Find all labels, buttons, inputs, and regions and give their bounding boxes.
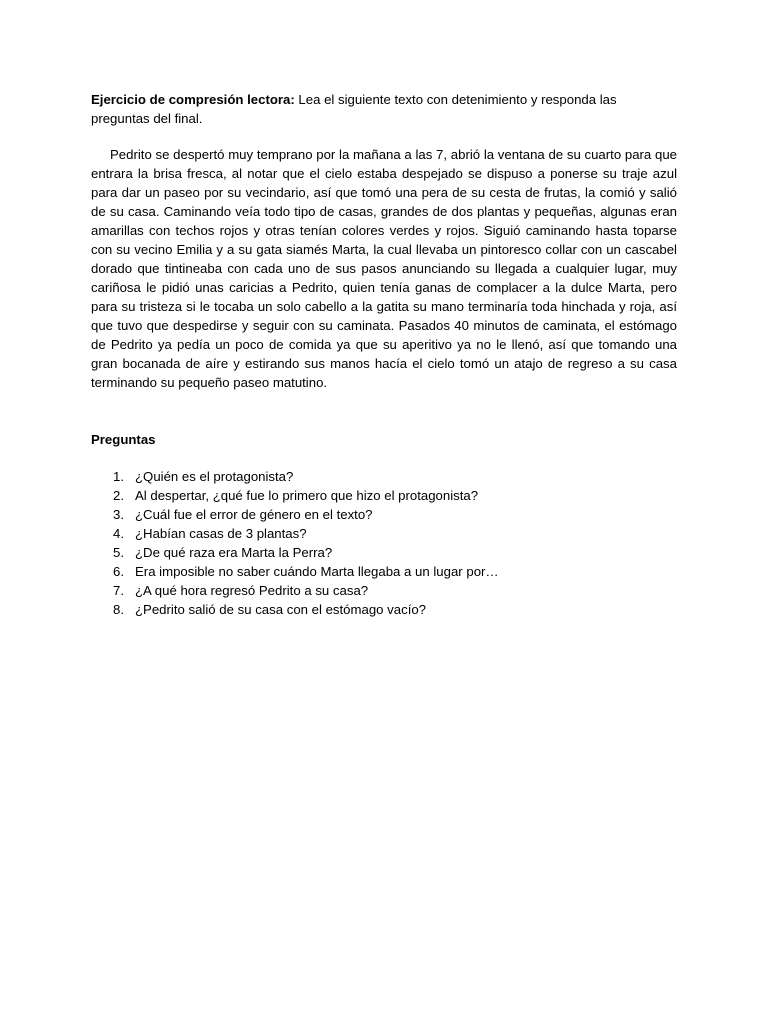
question-number: 4. bbox=[113, 526, 124, 541]
question-text: ¿Habían casas de 3 plantas? bbox=[135, 526, 307, 541]
document-page bbox=[91, 90, 677, 619]
question-text: Al despertar, ¿qué fue lo primero que hizo el protagonista? bbox=[135, 488, 479, 503]
questions-heading: Preguntas bbox=[91, 432, 156, 447]
question-item bbox=[91, 562, 677, 581]
question-number: 3. bbox=[113, 507, 124, 522]
question-item bbox=[91, 543, 677, 562]
question-number: 6. bbox=[113, 564, 124, 579]
question-item bbox=[91, 524, 677, 543]
question-item bbox=[91, 467, 677, 486]
question-number: 8. bbox=[113, 602, 124, 617]
question-text: ¿A qué hora regresó Pedrito a su casa? bbox=[135, 583, 369, 598]
question-text: ¿De qué raza era Marta la Perra? bbox=[135, 545, 333, 560]
instructions-text: Lea el siguiente texto con detenimiento y responda las preguntas del final. bbox=[91, 92, 617, 126]
question-text: ¿Quién es el protagonista? bbox=[135, 469, 294, 484]
question-number: 7. bbox=[113, 583, 124, 598]
question-number: 5. bbox=[113, 545, 124, 560]
question-item bbox=[91, 505, 677, 524]
question-text: ¿Cuál fue el error de género en el texto? bbox=[135, 507, 373, 522]
story-paragraph: Pedrito se despertó muy temprano por la mañana a las 7, abrió la ventana de su cuarto para que entrara la brisa fresca, al notar que el cielo estaba despejado se dispuso a ponerse su traje azul para dar un paseo por su vecindario, así que tomó una pera de su cesta de frutas, la comió y salió de su casa. Caminando veía todo tipo de casas, grandes de dos plantas y pequeñas, algunas eran amarillas con techos rojos y otras tenían colores verdes y rojos. Siguió caminando hasta toparse con su vecino Emilia y a su gata siamés Marta, la cual llevaba un pintoresco collar con un cascabel dorado que tintineaba con cada uno de sus pasos anunciando su llegada a cualquier lugar, muy cariñosa le pidió unas caricias a Pedrito, quien tenía ganas de complacer a la dulce Marta, pero para su tristeza si le tocaba un solo cabello a la gatita su mano terminaría toda hinchada y roja, así que tuvo que despedirse y seguir con su caminata. Pasados 40 minutos de caminata, el estómago de Pedrito ya pedía un poco de comida ya que su aperitivo ya no le llenó, así que tomando una gran bocanada de aíre y estirando sus manos hacía el cielo tomó un atajo de regreso a su casa terminando su pequeño paseo matutino. bbox=[91, 147, 677, 390]
questions-list bbox=[91, 467, 677, 619]
question-number: 2. bbox=[113, 488, 124, 503]
instructions-paragraph bbox=[91, 90, 677, 128]
question-item bbox=[91, 600, 677, 619]
question-text: Era imposible no saber cuándo Marta llegaba a un lugar por… bbox=[135, 564, 499, 579]
instructions-lead: Ejercicio de compresión lectora: bbox=[91, 92, 295, 107]
question-number: 1. bbox=[113, 469, 124, 484]
question-item bbox=[91, 581, 677, 600]
question-text: ¿Pedrito salió de su casa con el estómago vacío? bbox=[135, 602, 427, 617]
question-item bbox=[91, 486, 677, 505]
